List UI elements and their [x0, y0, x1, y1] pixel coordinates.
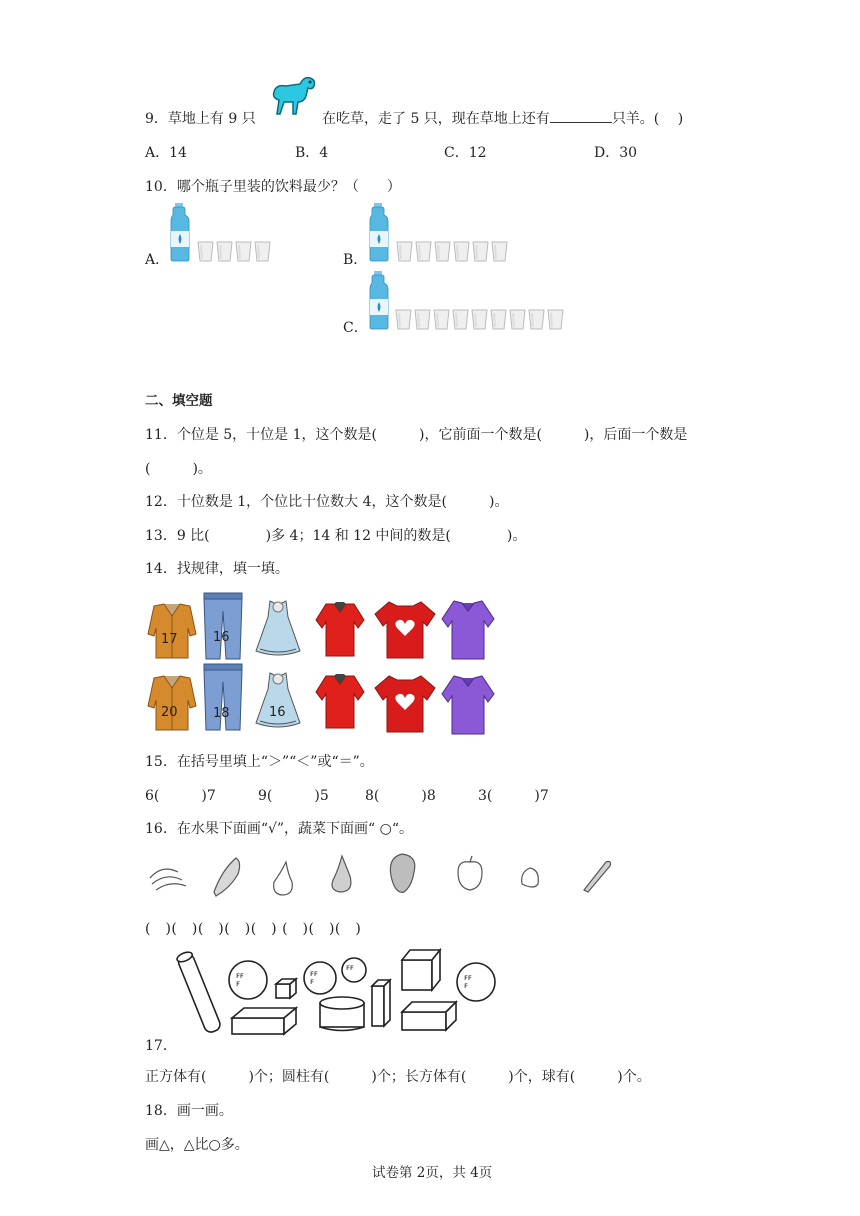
- q15-item-1[interactable]: 6( )7: [145, 788, 216, 804]
- svg-text:ꜰ: ꜰ: [236, 979, 240, 988]
- q14-jacket-price-2: 20: [161, 705, 178, 720]
- q13: 13．9 比( )多 4；14 和 12 中间的数是( )。: [145, 528, 527, 544]
- q10-question: 10．哪个瓶子里装的饮料最少？（ ）: [145, 179, 401, 195]
- svg-text:ꜰꜰ: ꜰꜰ: [236, 971, 244, 980]
- q14-dress-price-2: 16: [269, 705, 286, 720]
- q10-label-b[interactable]: B．: [343, 252, 368, 268]
- svg-text:ꜰ: ꜰ: [464, 981, 468, 990]
- svg-text:ꜰ: ꜰ: [310, 977, 314, 986]
- q9-option-d[interactable]: D．30: [594, 145, 638, 161]
- q10-label-c[interactable]: C．: [343, 320, 368, 336]
- svg-text:ꜰꜰ: ꜰꜰ: [346, 963, 354, 972]
- q12: 12．十位数是 1，个位比十位数大 4，这个数是( )。: [145, 494, 509, 510]
- q17-question: 正方体有( )个；圆柱有( )个；长方体有( )个，球有( )个。: [145, 1069, 651, 1085]
- q15-item-2[interactable]: 9( )5: [258, 788, 329, 804]
- svg-text:ꜰꜰ: ꜰꜰ: [464, 973, 472, 982]
- q16-question: 16．在水果下面画“√”，蔬菜下面画“ ○“。: [145, 821, 414, 837]
- q15-item-3[interactable]: 8( )8: [365, 788, 436, 804]
- q14-jeans-price-1: 16: [213, 630, 230, 645]
- q11-line1: 11．个位是 5，十位是 1，这个数是( )，它前面一个数是( )，后面一个数是: [145, 427, 688, 443]
- q15-item-4[interactable]: 3( )7: [478, 788, 549, 804]
- q9-option-c[interactable]: C．12: [444, 145, 487, 161]
- q16-answer-blanks[interactable]: ( )( )( )( )( ) ( )( )( ): [145, 921, 362, 937]
- svg-text:ꜰꜰ: ꜰꜰ: [310, 969, 318, 978]
- q14-question: 14．找规律，填一填。: [145, 561, 289, 577]
- q11-line2: ( )。: [145, 461, 212, 477]
- page-footer: 试卷第 2页，共 4页: [372, 1165, 493, 1181]
- q10-label-a[interactable]: A．: [145, 252, 170, 268]
- q14-jacket-price-1: 17: [161, 632, 178, 647]
- q14-jeans-price-2: 18: [213, 706, 230, 721]
- q15-question: 15．在括号里填上“＞”“＜”或“＝”。: [145, 754, 374, 770]
- q9-option-a[interactable]: A．14: [145, 145, 187, 161]
- q9-line: 9．草地上有 9 只: [145, 111, 256, 127]
- section-title: 二、填空题: [145, 393, 213, 409]
- q9-option-b[interactable]: B．4: [295, 145, 329, 161]
- q18-question: 18．画一画。: [145, 1103, 233, 1119]
- q9-line-rest: 在吃草，走了 5 只，现在草地上还有 只羊。( ): [322, 111, 684, 127]
- q18-instruction: 画△，△比○多。: [145, 1137, 249, 1153]
- q17-number: 17．: [145, 1038, 177, 1054]
